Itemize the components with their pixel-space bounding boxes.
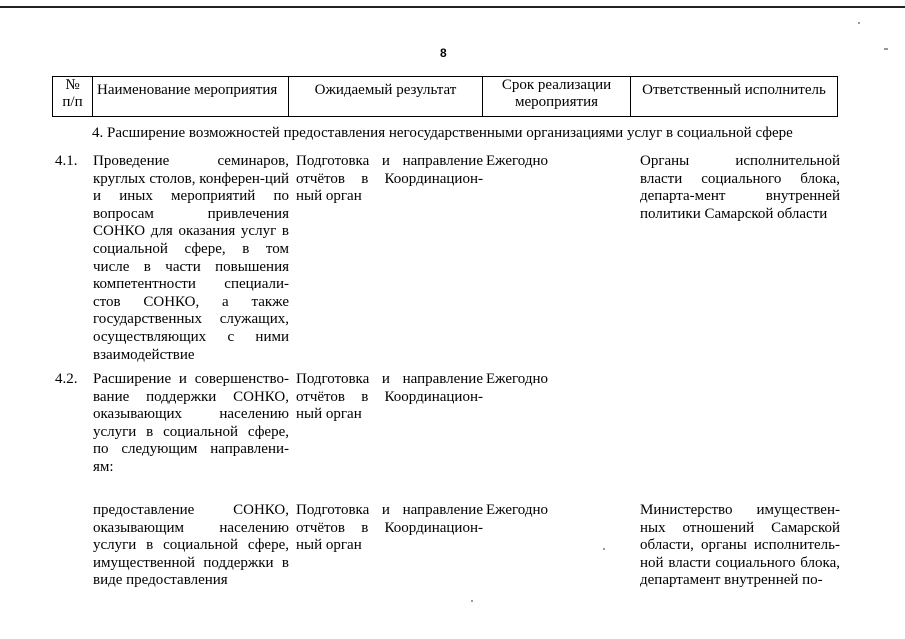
header-term xyxy=(483,77,631,117)
row-activity-name: Проведение семинаров, круглых столов, конферен-ций и иных мероприятий по вопросам привлечения СОНКО для оказания услуг в социальной сфере, в том числе в части повышения компетентности специали-стов СОНКО, а также государственных служащих, осуществляющих с ними взаимодействие xyxy=(93,153,289,363)
header-result-label: Ожидаемый результат xyxy=(314,82,457,98)
header-num xyxy=(53,77,93,117)
row-expected-result: Подготовка и направление отчётов в Координацион-ный орган xyxy=(296,371,483,423)
row-term: Ежегодно xyxy=(486,371,548,387)
page-number: 8 xyxy=(440,46,447,60)
row-activity-name: предоставление СОНКО, оказывающим населению услуги в социальной сфере, имущественной поддержки в виде предоставления xyxy=(93,502,289,589)
row-term: Ежегодно xyxy=(486,502,548,518)
row-executor: Министерство имуществен-ных отношений Самарской области, органы исполнитель-ной власти социального блока, департамент внутренней по- xyxy=(640,502,840,589)
header-name-label: Наименование мероприятия xyxy=(97,82,278,98)
scan-speck xyxy=(471,600,473,602)
row-executor: Органы исполнительной власти социального блока, департа-мент внутренней политики Самарской области xyxy=(640,153,840,222)
scan-speck xyxy=(884,48,888,50)
scan-speck xyxy=(603,548,605,550)
row-number: 4.2. xyxy=(55,371,78,387)
header-executor xyxy=(631,77,838,117)
header-name xyxy=(93,77,289,117)
top-border-line xyxy=(0,6,905,8)
row-number: 4.1. xyxy=(55,153,78,169)
header-result xyxy=(289,77,483,117)
section-title: 4. Расширение возможностей предоставления негосударственными организациями услуг в социальной сфере xyxy=(92,125,793,141)
row-term: Ежегодно xyxy=(486,153,548,169)
row-expected-result: Подготовка и направление отчётов в Координацион-ный орган xyxy=(296,502,483,554)
scan-speck xyxy=(858,22,860,24)
row-activity-name: Расширение и совершенство-вание поддержки СОНКО, оказывающих населению услуги в социальной сфере, по следующим направлени-ям: xyxy=(93,371,289,475)
header-term-label: Срок реализации мероприятия xyxy=(501,77,612,110)
header-num-label: № п/п xyxy=(62,77,83,110)
row-expected-result: Подготовка и направление отчётов в Координацион-ный орган xyxy=(296,153,483,205)
header-executor-label: Ответственный исполнитель xyxy=(642,82,826,98)
table-header xyxy=(52,76,838,117)
